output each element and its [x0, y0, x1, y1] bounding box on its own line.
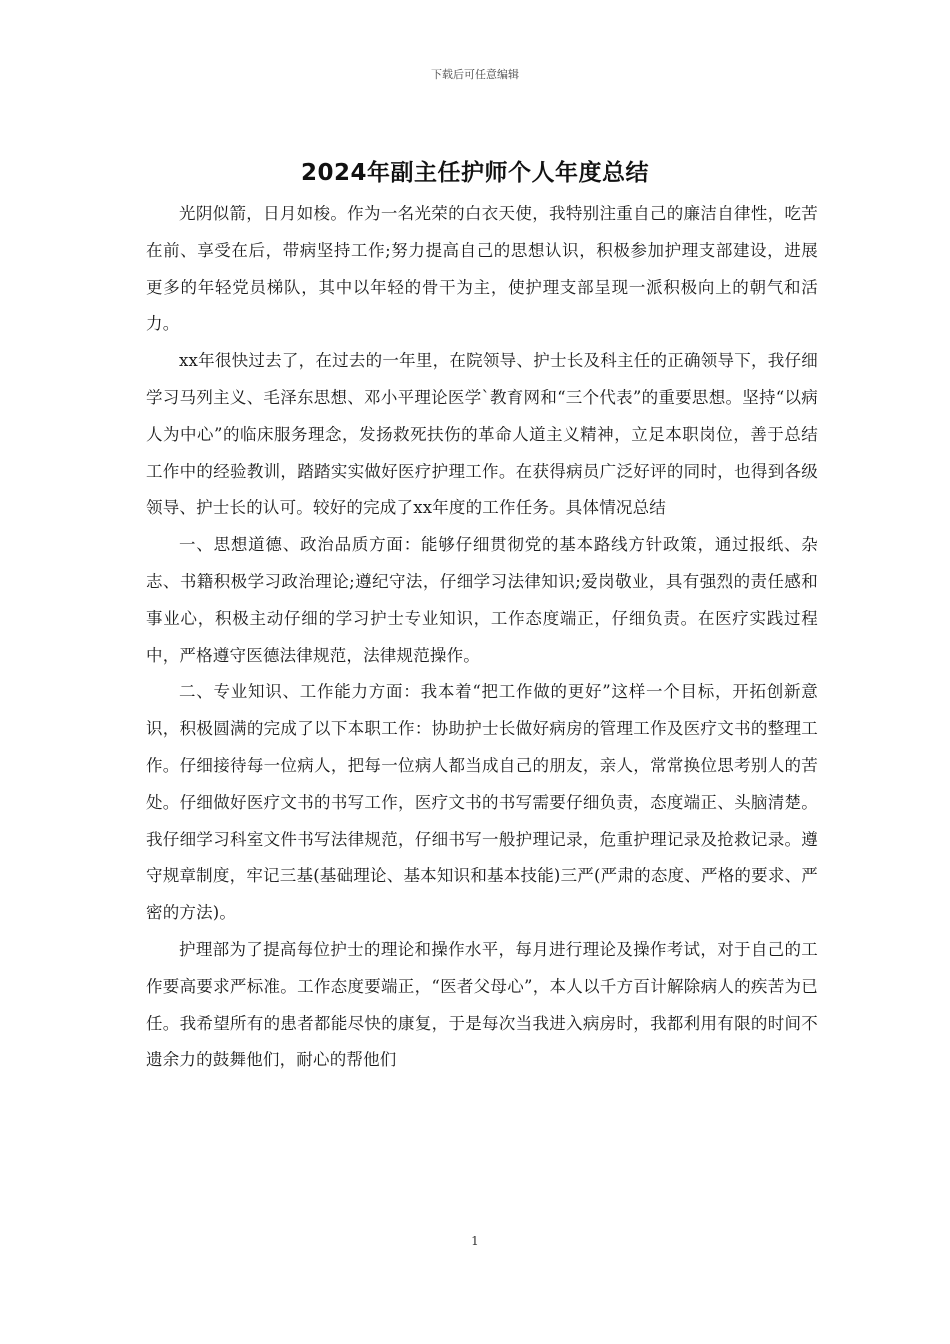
page-number: 1	[471, 1234, 479, 1248]
paragraph-5: 护理部为了提高每位护士的理论和操作水平，每月进行理论及操作考试，对于自己的工作要高要求严标准。工作态度要端正，“医者父母心”，本人以千方百计解除病人的疾苦为已任。我希望所有的患者都能尽快的康复，于是每次当我进入病房时，我都利用有限的时间不遗余力的鼓舞他们，耐心的帮他们	[146, 939, 818, 1070]
document-body	[146, 196, 818, 1079]
paragraph-1: 光阴似箭，日月如梭。作为一名光荣的白衣天使，我特别注重自己的廉洁自律性，吃苦在前、享受在后，带病坚持工作;努力提高自己的思想认识，积极参加护理支部建设，进展更多的年轻党员梯队，其中以年轻的骨干为主，使护理支部呈现一派积极向上的朝气和活力。	[146, 204, 818, 334]
paragraph-3: 一、思想道德、政治品质方面：能够仔细贯彻党的基本路线方针政策，通过报纸、杂志、书籍积极学习政治理论;遵纪守法，仔细学习法律知识;爱岗敬业，具有强烈的责任感和事业心，积极主动仔细的学习护士专业知识，工作态度端正，仔细负责。在医疗实践过程中，严格遵守医德法律规范，法律规范操作。	[146, 535, 818, 665]
paragraph-4: 二、专业知识、工作能力方面：我本着“把工作做的更好”这样一个目标，开拓创新意识，积极圆满的完成了以下本职工作：协助护士长做好病房的管理工作及医疗文书的整理工作。仔细接待每一位病人，把每一位病人都当成自己的朋友，亲人，常常换位思考别人的苦处。仔细做好医疗文书的书写工作，医疗文书的书写需要仔细负责，态度端正、头脑清楚。我仔细学习科室文件书写法律规范，仔细书写一般护理记录，危重护理记录及抢救记录。遵守规章制度，牢记三基(基础理论、基本知识和基本技能)三严(严肃的态度、严格的要求、严密的方法)。	[146, 682, 818, 923]
paragraph-2: xx年很快过去了，在过去的一年里，在院领导、护士长及科主任的正确领导下，我仔细学习马列主义、毛泽东思想、邓小平理论医学`教育网和“三个代表”的重要思想。坚持“以病人为中心”的临床服务理念，发扬救死扶伤的革命人道主义精神，立足本职岗位，善于总结工作中的经验教训，踏踏实实做好医疗护理工作。在获得病员广泛好评的同时，也得到各级领导、护士长的认可。较好的完成了xx年度的工作任务。具体情况总结	[146, 351, 818, 518]
document-title: 2024年副主任护师个人年度总结	[300, 160, 649, 186]
header-note: 下载后可任意编辑	[431, 68, 519, 81]
